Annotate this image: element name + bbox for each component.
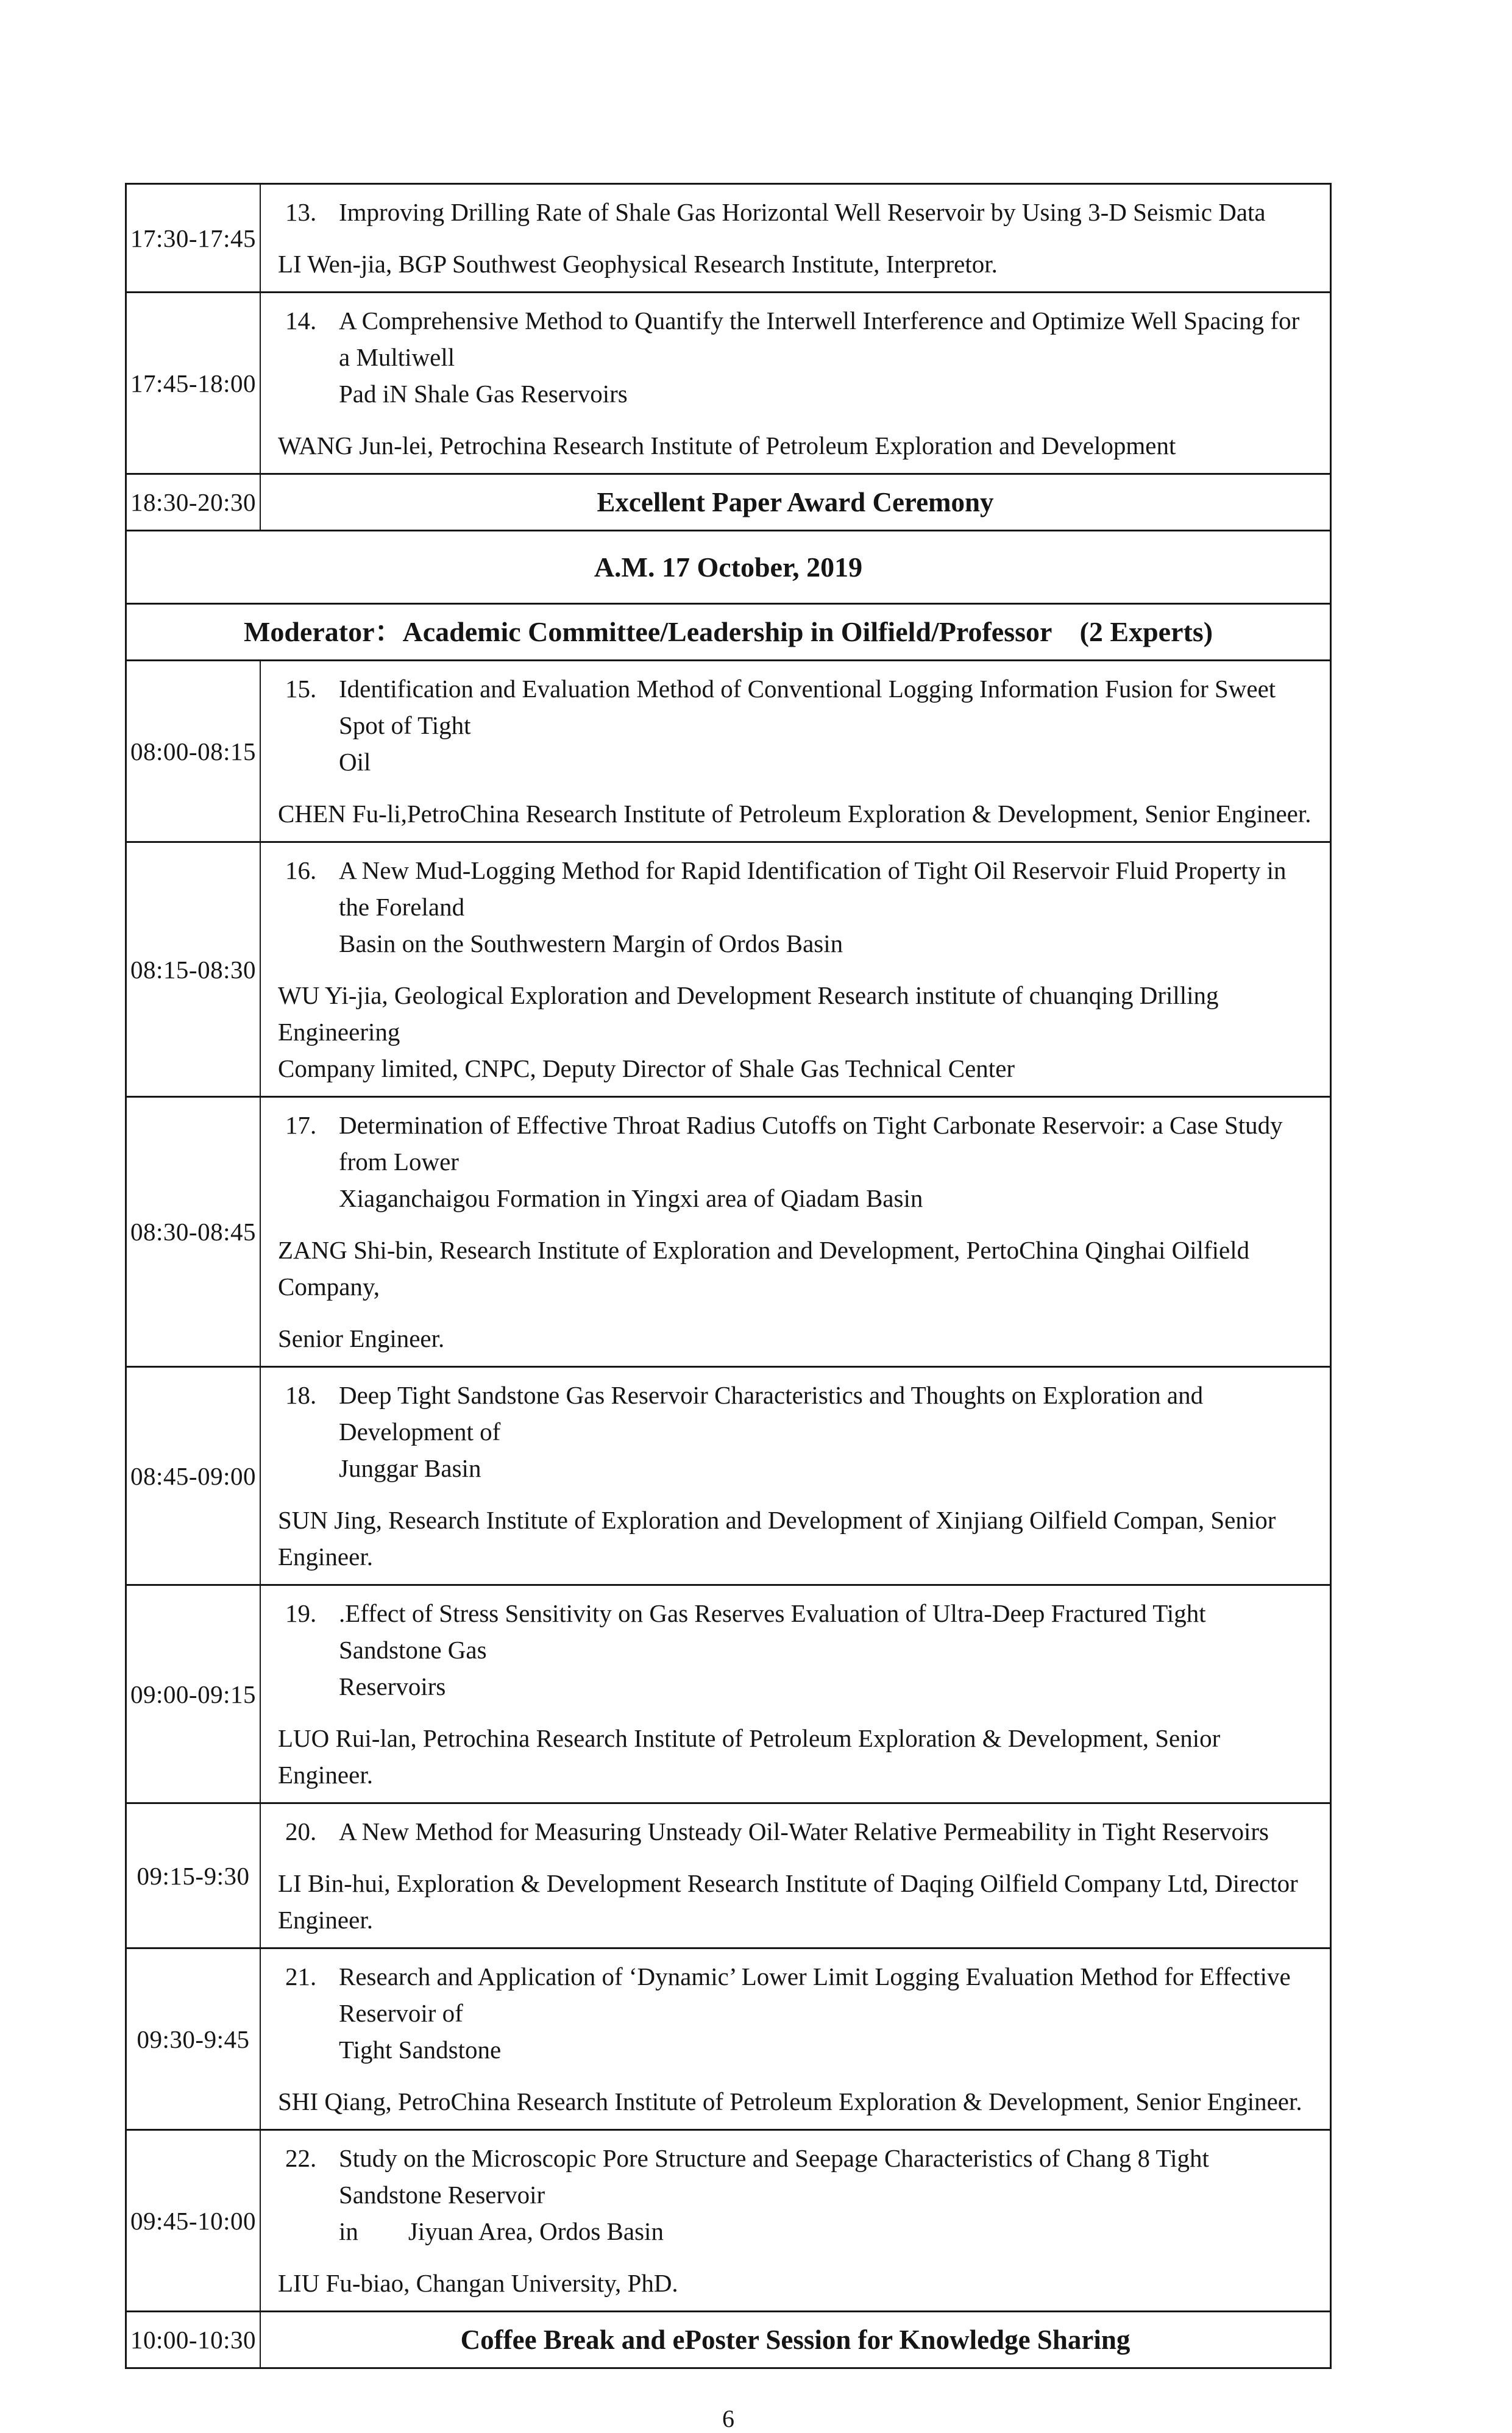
title-line: Study on the Microscopic Pore Structure and Seepage Characteristics of Chang 8 Tight Sandstone Reservoir	[339, 2144, 1209, 2209]
title-line: Deep Tight Sandstone Gas Reservoir Characteristics and Thoughts on Exploration and Development of	[339, 1381, 1204, 1446]
session-time-label: 08:30-08:45	[126, 1097, 261, 1367]
author-line: LI Bin-hui, Exploration & Development Research Institute of Daqing Oilfield Company Ltd, Director Engineer.	[278, 1869, 1298, 1934]
session-content-cell	[260, 1948, 1331, 2130]
session-row	[126, 1097, 1331, 1367]
author-paragraph	[278, 1865, 1311, 1938]
title-line: in Jiyuan Area, Ordos Basin	[339, 2217, 664, 2245]
session-time-label: 08:00-08:15	[126, 661, 261, 842]
banner-row	[126, 2312, 1331, 2368]
header-text: A.M. 17 October, 2019	[126, 531, 1331, 604]
title-line: .Effect of Stress Sensitivity on Gas Reserves Evaluation of Ultra-Deep Fractured Tight Sandstone Gas	[339, 1599, 1206, 1664]
author-paragraph	[278, 795, 1311, 832]
author-paragraph	[278, 1232, 1311, 1305]
session-title	[261, 302, 1311, 412]
session-title	[261, 852, 1311, 962]
session-row	[126, 2130, 1331, 2312]
title-line: Improving Drilling Rate of Shale Gas Horizontal Well Reservoir by Using 3-D Seismic Data	[339, 198, 1266, 226]
banner-time-label: 18:30-20:30	[126, 474, 261, 531]
header-row	[126, 604, 1331, 661]
title-line: Xiaganchaigou Formation in Yingxi area of Qiadam Basin	[339, 1184, 923, 1212]
author-paragraph	[278, 977, 1311, 1087]
banner-text: Coffee Break and ePoster Session for Knowledge Sharing	[260, 2312, 1331, 2368]
author-paragraph	[278, 1320, 1311, 1357]
page-number: 6	[722, 2405, 734, 2432]
title-line: Oil	[339, 748, 371, 776]
session-time-label: 09:30-9:45	[126, 1948, 261, 2130]
header-row	[126, 531, 1331, 604]
session-title	[261, 1595, 1311, 1705]
author-paragraph	[278, 246, 1311, 282]
session-time-label: 09:45-10:00	[126, 2130, 261, 2312]
banner-time-label: 10:00-10:30	[126, 2312, 261, 2368]
title-line: Reservoirs	[339, 1672, 446, 1700]
banner-text: Excellent Paper Award Ceremony	[260, 474, 1331, 531]
banner-row	[126, 474, 1331, 531]
session-time-label: 17:30-17:45	[126, 184, 261, 293]
session-title	[261, 670, 1311, 780]
title-line: A New Mud-Logging Method for Rapid Identification of Tight Oil Reservoir Fluid Property in the Foreland	[339, 856, 1287, 921]
schedule-table-body	[126, 184, 1331, 2368]
session-number: 14.	[285, 307, 317, 335]
session-title	[261, 1377, 1311, 1486]
session-row	[126, 1367, 1331, 1585]
session-content-cell	[260, 2130, 1331, 2312]
session-title	[261, 1107, 1311, 1216]
title-line: Pad iN Shale Gas Reservoirs	[339, 380, 628, 408]
session-content-cell	[260, 1585, 1331, 1803]
title-line: Research and Application of ‘Dynamic’ Lower Limit Logging Evaluation Method for Effective Reservoir of	[339, 1962, 1291, 2027]
session-number: 15.	[285, 675, 317, 703]
header-text: Moderator：Academic Committee/Leadership in Oilfield/Professor (2 Experts)	[126, 604, 1331, 661]
session-row	[126, 842, 1331, 1097]
author-line: CHEN Fu-li,PetroChina Research Institute of Petroleum Exploration & Development, Senior Engineer.	[278, 800, 1311, 828]
title-line: Basin on the Southwestern Margin of Ordos Basin	[339, 929, 843, 957]
session-title	[261, 1813, 1311, 1850]
session-number: 17.	[285, 1111, 317, 1139]
title-line: Determination of Effective Throat Radius Cutoffs on Tight Carbonate Reservoir: a Case Study from Lower	[339, 1111, 1283, 1176]
author-line: SUN Jing, Research Institute of Exploration and Development of Xinjiang Oilfield Compan, Senior Engineer.	[278, 1506, 1276, 1571]
session-number: 18.	[285, 1381, 317, 1409]
session-number: 19.	[285, 1599, 317, 1627]
session-content-cell	[260, 184, 1331, 293]
session-number: 20.	[285, 1817, 317, 1845]
session-row	[126, 1803, 1331, 1948]
session-row	[126, 1948, 1331, 2130]
author-line: Company limited, CNPC, Deputy Director of Shale Gas Technical Center	[278, 1054, 1015, 1082]
session-time-label: 09:00-09:15	[126, 1585, 261, 1803]
author-paragraph	[278, 2083, 1311, 2120]
schedule-table	[125, 183, 1332, 2369]
session-number: 21.	[285, 1962, 317, 1991]
author-line: Senior Engineer.	[278, 1324, 445, 1352]
session-row	[126, 293, 1331, 474]
session-time-label: 09:15-9:30	[126, 1803, 261, 1948]
session-time-label: 17:45-18:00	[126, 293, 261, 474]
author-paragraph	[278, 427, 1311, 464]
session-title	[261, 1958, 1311, 2068]
title-line: Identification and Evaluation Method of Conventional Logging Information Fusion for Sweet Spot of Tight	[339, 675, 1276, 739]
title-line: A New Method for Measuring Unsteady Oil-Water Relative Permeability in Tight Reservoirs	[339, 1817, 1269, 1845]
session-title	[261, 194, 1311, 230]
session-title	[261, 2140, 1311, 2250]
session-row	[126, 1585, 1331, 1803]
session-row	[126, 661, 1331, 842]
author-line: LIU Fu-biao, Changan University, PhD.	[278, 2269, 678, 2297]
title-line: Tight Sandstone	[339, 2036, 502, 2064]
session-time-label: 08:45-09:00	[126, 1367, 261, 1585]
session-number: 13.	[285, 198, 317, 226]
title-line: Junggar Basin	[339, 1454, 481, 1482]
session-content-cell	[260, 661, 1331, 842]
session-content-cell	[260, 1367, 1331, 1585]
session-number: 22.	[285, 2144, 317, 2172]
author-paragraph	[278, 2265, 1311, 2301]
title-line: A Comprehensive Method to Quantify the Interwell Interference and Optimize Well Spacing for a Multiwell	[339, 307, 1300, 371]
author-line: SHI Qiang, PetroChina Research Institute of Petroleum Exploration & Development, Senior Engineer.	[278, 2087, 1302, 2115]
author-line: WU Yi-jia, Geological Exploration and Development Research institute of chuanqing Drilling Engineering	[278, 981, 1219, 1046]
author-line: LUO Rui-lan, Petrochina Research Institute of Petroleum Exploration & Development, Senior Engineer.	[278, 1724, 1221, 1789]
session-content-cell	[260, 293, 1331, 474]
author-line: LI Wen-jia, BGP Southwest Geophysical Research Institute, Interpretor.	[278, 250, 998, 278]
author-paragraph	[278, 1502, 1311, 1575]
session-content-cell	[260, 842, 1331, 1097]
author-paragraph	[278, 1720, 1311, 1793]
author-line: WANG Jun-lei, Petrochina Research Institute of Petroleum Exploration and Development	[278, 432, 1176, 460]
session-time-label: 08:15-08:30	[126, 842, 261, 1097]
session-content-cell	[260, 1803, 1331, 1948]
session-row	[126, 184, 1331, 293]
session-content-cell	[260, 1097, 1331, 1367]
author-line: ZANG Shi-bin, Research Institute of Exploration and Development, PertoChina Qinghai Oilfield Company,	[278, 1236, 1250, 1301]
session-number: 16.	[285, 856, 317, 884]
